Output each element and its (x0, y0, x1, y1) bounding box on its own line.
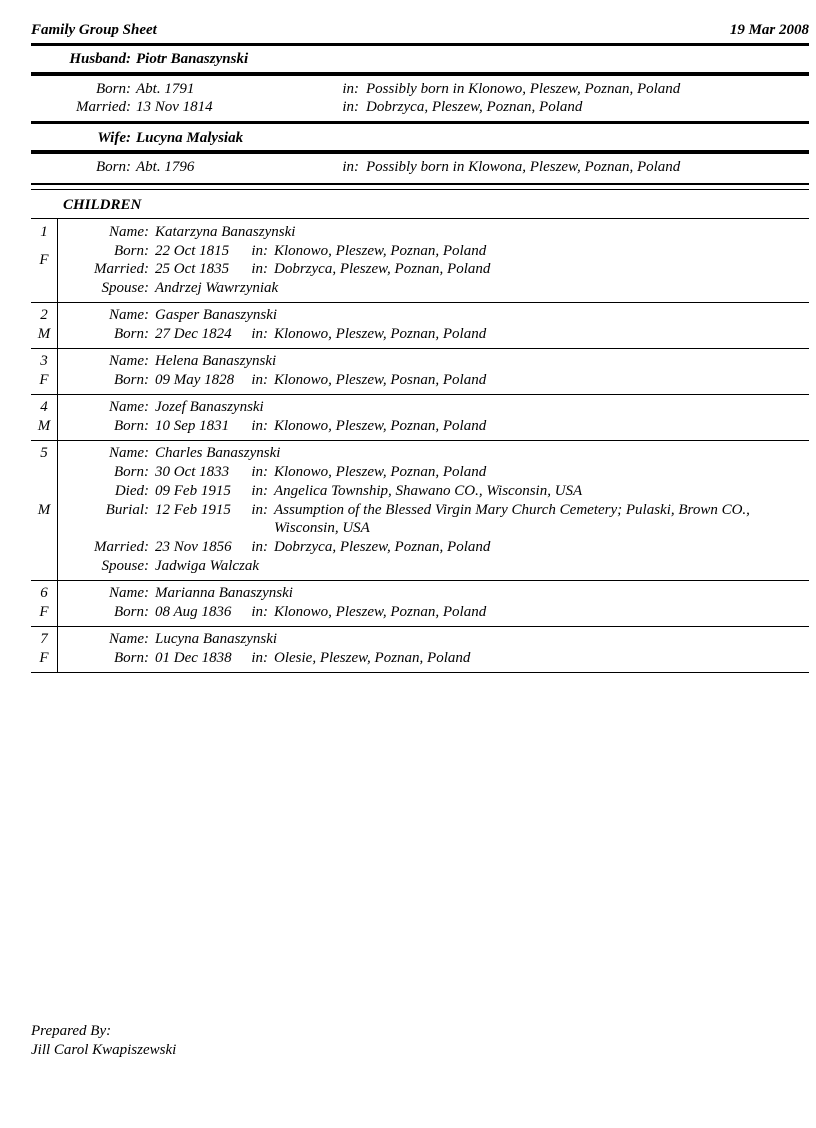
child-number: 1 (40, 224, 48, 240)
child-separator (31, 440, 809, 441)
child-born-label: Born: (114, 604, 149, 620)
child-born-label: Born: (114, 418, 149, 434)
husband-end-rule (31, 121, 809, 124)
child-born-label: Born: (114, 243, 149, 259)
child-married-place: Dobrzyca, Pleszew, Poznan, Poland (274, 539, 491, 555)
child-name-label: Name: (109, 224, 149, 240)
child-married-label: Married: (94, 539, 149, 555)
child-born-date: 22 Oct 1815 (155, 243, 230, 259)
child-separator (31, 394, 809, 395)
child-name: Marianna Banaszynski (155, 585, 293, 601)
child-married-date: 23 Nov 1856 (155, 539, 232, 555)
header-rule (31, 43, 809, 46)
child-name-label: Name: (109, 445, 149, 461)
child-sex: F (39, 372, 49, 388)
child-name-label: Name: (109, 307, 149, 323)
husband-married-date: 13 Nov 1814 (136, 99, 213, 115)
child-burial-place-cont: Wisconsin, USA (274, 520, 370, 536)
child-born-place: Klonowo, Pleszew, Poznan, Poland (274, 418, 487, 434)
wife-end-rule-thin (31, 189, 809, 190)
sheet-title: Family Group Sheet (31, 22, 157, 38)
child-number: 7 (40, 631, 48, 647)
wife-born-date: Abt. 1796 (136, 159, 195, 175)
child-number: 5 (40, 445, 48, 461)
child-divider (57, 394, 58, 440)
child-sex: M (37, 418, 51, 434)
child-born-date: 08 Aug 1836 (155, 604, 232, 620)
child-born-date: 30 Oct 1833 (155, 464, 230, 480)
child-died-date: 09 Feb 1915 (155, 483, 231, 499)
child-separator (31, 302, 809, 303)
child-spouse: Andrzej Wawrzyniak (155, 280, 279, 296)
child-born-place: Klonowo, Pleszew, Poznan, Poland (274, 243, 487, 259)
child-burial-date: 12 Feb 1915 (155, 502, 231, 518)
child-born-label: Born: (114, 372, 149, 388)
child-name: Charles Banaszynski (155, 445, 281, 461)
wife-rule (31, 150, 809, 154)
child-sex: F (39, 604, 49, 620)
child-died-in-label: in: (251, 483, 268, 499)
child-divider (57, 302, 58, 348)
child-name: Helena Banaszynski (155, 353, 277, 369)
child-sex: M (37, 502, 51, 518)
child-spouse: Jadwiga Walczak (155, 558, 260, 574)
child-married-in-label: in: (251, 539, 268, 555)
child-born-in-label: in: (251, 243, 268, 259)
husband-born-label: Born: (96, 81, 131, 97)
child-sex: M (37, 326, 51, 342)
husband-married-label: Married: (76, 99, 131, 115)
child-born-in-label: in: (251, 372, 268, 388)
child-married-label: Married: (94, 261, 149, 277)
children-heading: CHILDREN (63, 197, 142, 213)
child-born-in-label: in: (251, 604, 268, 620)
child-spouse-label: Spouse: (101, 280, 149, 296)
prepared-by-label: Prepared By: (31, 1023, 112, 1039)
child-born-label: Born: (114, 326, 149, 342)
child-died-place: Angelica Township, Shawano CO., Wisconsin, USA (274, 483, 583, 499)
child-born-in-label: in: (251, 326, 268, 342)
child-born-in-label: in: (251, 650, 268, 666)
child-name-label: Name: (109, 631, 149, 647)
child-born-date: 10 Sep 1831 (155, 418, 230, 434)
wife-born-place: Possibly born in Klowona, Pleszew, Poznan, Poland (366, 159, 681, 175)
husband-married-in-label: in: (342, 99, 359, 115)
wife-born-in-label: in: (342, 159, 359, 175)
husband-rule (31, 72, 809, 76)
child-sex: F (39, 252, 49, 268)
sheet-date: 19 Mar 2008 (729, 22, 809, 38)
child-born-date: 27 Dec 1824 (155, 326, 232, 342)
child-name-label: Name: (109, 399, 149, 415)
child-married-date: 25 Oct 1835 (155, 261, 230, 277)
child-born-label: Born: (114, 464, 149, 480)
child-born-place: Klonowo, Pleszew, Poznan, Poland (274, 464, 487, 480)
child-spouse-label: Spouse: (101, 558, 149, 574)
child-name: Gasper Banaszynski (155, 307, 278, 323)
husband-married-place: Dobrzyca, Pleszew, Poznan, Poland (366, 99, 583, 115)
wife-name: Lucyna Malysiak (136, 130, 244, 146)
child-name: Katarzyna Banaszynski (155, 224, 296, 240)
child-born-date: 01 Dec 1838 (155, 650, 232, 666)
husband-label: Husband: (69, 51, 131, 67)
children-top-rule (31, 218, 809, 219)
child-divider (57, 218, 58, 302)
child-burial-place: Assumption of the Blessed Virgin Mary Church Cemetery; Pulaski, Brown CO., (274, 502, 750, 518)
child-separator (31, 626, 809, 627)
children-bottom-rule (31, 672, 809, 673)
child-name-label: Name: (109, 353, 149, 369)
wife-end-rule (31, 183, 809, 185)
child-born-date: 09 May 1828 (155, 372, 235, 388)
child-divider (57, 580, 58, 626)
child-name: Jozef Banaszynski (155, 399, 264, 415)
child-born-place: Olesie, Pleszew, Poznan, Poland (274, 650, 471, 666)
husband-born-in-label: in: (342, 81, 359, 97)
prepared-by-name: Jill Carol Kwapiszewski (31, 1042, 177, 1058)
child-born-in-label: in: (251, 464, 268, 480)
child-married-in-label: in: (251, 261, 268, 277)
child-born-place: Klonowo, Pleszew, Poznan, Poland (274, 604, 487, 620)
child-born-place: Klonowo, Pleszew, Posnan, Poland (274, 372, 487, 388)
child-number: 3 (40, 353, 48, 369)
wife-label: Wife: (97, 130, 131, 146)
child-divider (57, 440, 58, 580)
child-born-label: Born: (114, 650, 149, 666)
child-separator (31, 580, 809, 581)
child-married-place: Dobrzyca, Pleszew, Poznan, Poland (274, 261, 491, 277)
child-separator (31, 348, 809, 349)
wife-born-label: Born: (96, 159, 131, 175)
child-number: 6 (40, 585, 48, 601)
child-born-in-label: in: (251, 418, 268, 434)
child-sex: F (39, 650, 49, 666)
child-burial-in-label: in: (251, 502, 268, 518)
husband-born-date: Abt. 1791 (136, 81, 195, 97)
child-died-label: Died: (114, 483, 149, 499)
child-divider (57, 626, 58, 672)
husband-born-place: Possibly born in Klonowo, Pleszew, Poznan, Poland (366, 81, 681, 97)
child-name-label: Name: (109, 585, 149, 601)
child-number: 2 (40, 307, 48, 323)
child-born-place: Klonowo, Pleszew, Poznan, Poland (274, 326, 487, 342)
child-number: 4 (40, 399, 48, 415)
child-burial-label: Burial: (105, 502, 149, 518)
husband-name: Piotr Banaszynski (136, 51, 249, 67)
child-divider (57, 348, 58, 394)
child-name: Lucyna Banaszynski (155, 631, 278, 647)
